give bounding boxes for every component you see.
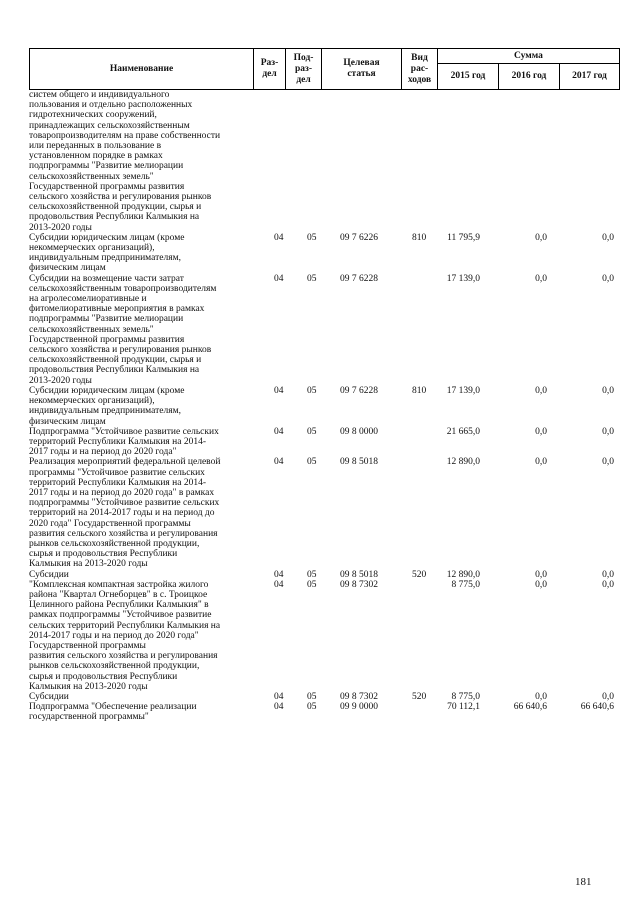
row-name: систем общего и индивидуального пользования и отдельно расположенных гидротехнических сооружений, принадлежащих сельскохозяйственным товаропроизводителям на праве собственности или переданных в пользование в установленном порядке в рамках подпрограммы "Развитие мелиорации сельскохозяйственных земель" Государственной программы развития сельского хозяйства и регулирования рынков сельскохозяйственной продукции, сырья и продовольствия Республики Калмыкия на 2013-2020 годы	[29, 90, 221, 233]
header-year-2017: 2017 год	[572, 70, 607, 81]
amount-2016-cell: 0,0	[535, 691, 547, 702]
table-row	[29, 274, 620, 386]
table-row	[29, 457, 620, 569]
amount-2017-cell: 0,0	[602, 457, 614, 468]
amount-2015-cell: 12 890,0	[446, 569, 480, 580]
table-row	[29, 580, 620, 692]
amount-2015-cell: 21 665,0	[446, 426, 480, 437]
expense-type-cell: 810	[412, 232, 427, 243]
amount-2016-cell: 0,0	[535, 385, 547, 396]
amount-2017-cell: 0,0	[602, 569, 614, 580]
expense-type-cell: 520	[412, 691, 427, 702]
amount-2015-cell: 12 890,0	[446, 457, 480, 468]
amount-2016-cell: 0,0	[535, 232, 547, 243]
amount-2015-cell: 17 139,0	[446, 385, 480, 396]
header-podrazdel: Под- раз- дел	[286, 49, 322, 89]
podrazdel-cell: 05	[307, 691, 317, 702]
row-name: Субсидии на возмещение части затрат сельскохозяйственным товаропроизводителям на агролесомелиоративные и фитомелиоративные мероприятия в рамках подпрограммы "Развитие мелиорации сельскохозяйственных земель" Государственной программы развития сельского хозяйства и регулирования рынков сельскохозяйственной продукции, сырья и продовольствия Республики Калмыкия на 2013-2020 годы	[29, 273, 217, 386]
podrazdel-cell: 05	[307, 457, 317, 468]
razdel-cell: 04	[274, 691, 284, 702]
podrazdel-cell: 05	[307, 426, 317, 437]
table-row	[29, 570, 620, 580]
razdel-cell: 04	[274, 273, 284, 284]
amount-2016-cell: 0,0	[535, 273, 547, 284]
header-target-article: Целевая статья	[322, 49, 402, 89]
amount-2017-cell: 0,0	[602, 426, 614, 437]
row-name: Субсидии юридическим лицам (кроме некоммерческих организаций), индивидуальным предпринимателям, физическим лицам	[29, 385, 185, 427]
row-name: Подпрограмма "Обеспечение реализации государственной программы"	[29, 702, 197, 723]
amount-2016-cell: 0,0	[535, 426, 547, 437]
amount-2017-cell: 0,0	[602, 273, 614, 284]
page-number: 181	[575, 876, 592, 888]
header-year-2015: 2015 год	[438, 63, 499, 89]
podrazdel-cell: 05	[307, 232, 317, 243]
row-name: Субсидии	[29, 691, 69, 702]
header-razdel: Раз- дел	[254, 49, 286, 89]
amount-2016-cell: 66 640,6	[513, 702, 547, 713]
target-article-cell: 09 8 5018	[340, 457, 378, 468]
amount-2016-cell: 0,0	[535, 457, 547, 468]
target-article-cell: 09 7 6228	[340, 385, 378, 396]
amount-2015-cell: 17 139,0	[446, 273, 480, 284]
amount-2017-cell: 0,0	[602, 385, 614, 396]
target-article-cell: 09 7 6226	[340, 232, 378, 243]
target-article-cell: 09 9 0000	[340, 702, 378, 713]
target-article-cell: 09 8 7302	[340, 691, 378, 702]
target-article-cell: 09 8 7302	[340, 579, 378, 590]
amount-2015-cell: 70 112,1	[447, 702, 480, 713]
row-name: "Комплексная компактная застройка жилого района "Квартал Огнеборцев" в с. Троицкое Целинного района Республики Калмыкия" в рамках подпрограммы "Устойчивое развитие сельских территорий Республики Калмыкия на 2014-2017 годы и на период до 2020 года" Государственной программы развития сельского хозяйства и регулирования рынков сельскохозяйственной продукции, сырья и продовольствия Республики Калмыкия на 2013-2020 годы	[29, 579, 221, 692]
amount-2015-cell: 8 775,0	[451, 691, 480, 702]
target-article-cell: 09 8 5018	[340, 569, 378, 580]
podrazdel-cell: 05	[307, 385, 317, 396]
podrazdel-cell: 05	[307, 579, 317, 590]
table-row	[29, 90, 620, 233]
header-name: Наименование	[30, 49, 254, 89]
table-header	[29, 48, 620, 90]
table-row	[29, 427, 620, 458]
table-body	[29, 90, 620, 723]
target-article-cell: 09 7 6228	[340, 273, 378, 284]
podrazdel-cell: 05	[307, 273, 317, 284]
amount-2017-cell: 0,0	[602, 232, 614, 243]
target-article-cell: 09 8 0000	[340, 426, 378, 437]
expense-type-cell: 520	[412, 569, 427, 580]
table-row	[29, 233, 620, 274]
amount-2015-cell: 11 795,9	[447, 232, 480, 243]
razdel-cell: 04	[274, 579, 284, 590]
header-expense-type: Вид рас- ходов	[402, 49, 438, 89]
expense-type-cell: 810	[412, 385, 427, 396]
budget-table	[29, 48, 620, 723]
podrazdel-cell: 05	[307, 702, 317, 713]
amount-2017-cell: 0,0	[602, 579, 614, 590]
row-name: Подпрограмма "Устойчивое развитие сельских территорий Республики Калмыкия на 2014- 2017 годы и на период до 2020 года"	[29, 426, 219, 458]
row-name: Субсидии юридическим лицам (кроме некоммерческих организаций), индивидуальным предпринимателям, физическим лицам	[29, 232, 185, 274]
amount-2017-cell: 0,0	[602, 691, 614, 702]
row-name: Реализация мероприятий федеральной целевой программы "Устойчивое развитие сельских территорий Республики Калмыкия на 2014- 2017 годы и на период до 2020 года" в рамках подпрограммы "Устойчивое развитие сельских территорий на 2014-2017 годы и на период до 2020 года" Государственной программы развития сельского хозяйства и регулирования рынков сельскохозяйственной продукции, сырья и продовольствия Республики Калмыкия на 2013-2020 годы	[29, 457, 221, 570]
table-row	[29, 386, 620, 427]
header-summa: Сумма	[438, 49, 619, 64]
amount-2016-cell: 0,0	[535, 569, 547, 580]
amount-2015-cell: 8 775,0	[451, 579, 480, 590]
row-name: Субсидии	[29, 569, 69, 580]
razdel-cell: 04	[274, 702, 284, 713]
amount-2016-cell: 0,0	[535, 579, 547, 590]
razdel-cell: 04	[274, 232, 284, 243]
table-row	[29, 692, 620, 702]
table-row	[29, 702, 620, 722]
amount-2017-cell: 66 640,6	[580, 702, 614, 713]
razdel-cell: 04	[274, 569, 284, 580]
razdel-cell: 04	[274, 457, 284, 468]
razdel-cell: 04	[274, 385, 284, 396]
header-year-2016: 2016 год	[499, 63, 560, 89]
razdel-cell: 04	[274, 426, 284, 437]
podrazdel-cell: 05	[307, 569, 317, 580]
